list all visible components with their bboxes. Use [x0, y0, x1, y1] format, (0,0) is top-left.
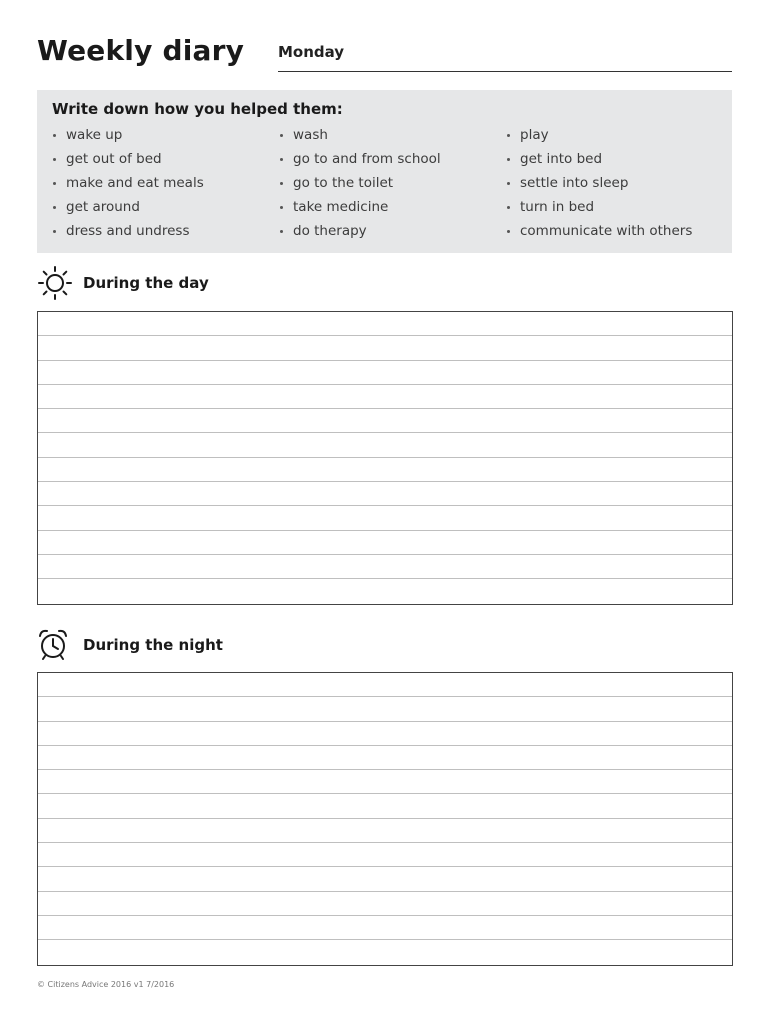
- bullet-icon: [53, 134, 56, 137]
- list-item: settle into sleep: [506, 171, 692, 195]
- help-column-3: [506, 123, 692, 243]
- writing-line[interactable]: [38, 746, 732, 770]
- writing-line[interactable]: [38, 482, 732, 506]
- sun-icon: [37, 266, 73, 300]
- writing-line[interactable]: [38, 843, 732, 867]
- writing-line[interactable]: [38, 385, 732, 409]
- help-list: [52, 123, 732, 248]
- writing-line[interactable]: [38, 867, 732, 891]
- writing-line[interactable]: [38, 916, 732, 940]
- bullet-icon: [53, 206, 56, 209]
- writing-line[interactable]: [38, 892, 732, 916]
- writing-line[interactable]: [38, 433, 732, 457]
- writing-line[interactable]: [38, 312, 732, 336]
- writing-line[interactable]: [38, 506, 732, 530]
- list-item: turn in bed: [506, 195, 692, 219]
- bullet-icon: [280, 182, 283, 185]
- list-item: get around: [52, 195, 204, 219]
- bullet-icon: [507, 158, 510, 161]
- writing-line[interactable]: [38, 336, 732, 360]
- list-item: go to and from school: [279, 147, 441, 171]
- day-section-label: During the day: [83, 274, 209, 292]
- writing-line[interactable]: [38, 697, 732, 721]
- writing-line[interactable]: [38, 409, 732, 433]
- writing-line[interactable]: [38, 794, 732, 818]
- day-section-header: [37, 266, 209, 300]
- writing-line[interactable]: [38, 361, 732, 385]
- bullet-icon: [507, 182, 510, 185]
- bullet-icon: [280, 158, 283, 161]
- list-item: dress and undress: [52, 219, 204, 243]
- bullet-icon: [53, 158, 56, 161]
- list-item: get into bed: [506, 147, 692, 171]
- writing-line[interactable]: [38, 722, 732, 746]
- alarm-clock-icon: [37, 628, 73, 662]
- bullet-icon: [53, 182, 56, 185]
- bullet-icon: [507, 230, 510, 233]
- list-item: play: [506, 123, 692, 147]
- writing-line[interactable]: [38, 458, 732, 482]
- day-notes-area[interactable]: [37, 311, 733, 605]
- writing-line[interactable]: [38, 555, 732, 579]
- bullet-icon: [507, 134, 510, 137]
- writing-line[interactable]: [38, 770, 732, 794]
- help-column-1: [52, 123, 204, 243]
- list-item: go to the toilet: [279, 171, 441, 195]
- help-box: [37, 90, 732, 253]
- night-notes-area[interactable]: [37, 672, 733, 966]
- bullet-icon: [507, 206, 510, 209]
- list-item: do therapy: [279, 219, 441, 243]
- list-item: wash: [279, 123, 441, 147]
- bullet-icon: [280, 230, 283, 233]
- writing-line[interactable]: [38, 531, 732, 555]
- bullet-icon: [53, 230, 56, 233]
- bullet-icon: [280, 206, 283, 209]
- page-title: Weekly diary: [37, 34, 245, 67]
- bullet-icon: [280, 134, 283, 137]
- list-item: get out of bed: [52, 147, 204, 171]
- list-item: make and eat meals: [52, 171, 204, 195]
- day-field[interactable]: [278, 40, 732, 72]
- copyright-footer: © Citizens Advice 2016 v1 7/2016: [37, 980, 175, 989]
- list-item: communicate with others: [506, 219, 692, 243]
- list-item: wake up: [52, 123, 204, 147]
- help-column-2: [279, 123, 441, 243]
- writing-line[interactable]: [38, 940, 732, 964]
- writing-line[interactable]: [38, 673, 732, 697]
- night-section-label: During the night: [83, 636, 223, 654]
- help-box-title: Write down how you helped them:: [52, 100, 343, 118]
- night-section-header: [37, 628, 223, 662]
- list-item: take medicine: [279, 195, 441, 219]
- writing-line[interactable]: [38, 819, 732, 843]
- writing-line[interactable]: [38, 579, 732, 603]
- day-label: Monday: [278, 43, 345, 61]
